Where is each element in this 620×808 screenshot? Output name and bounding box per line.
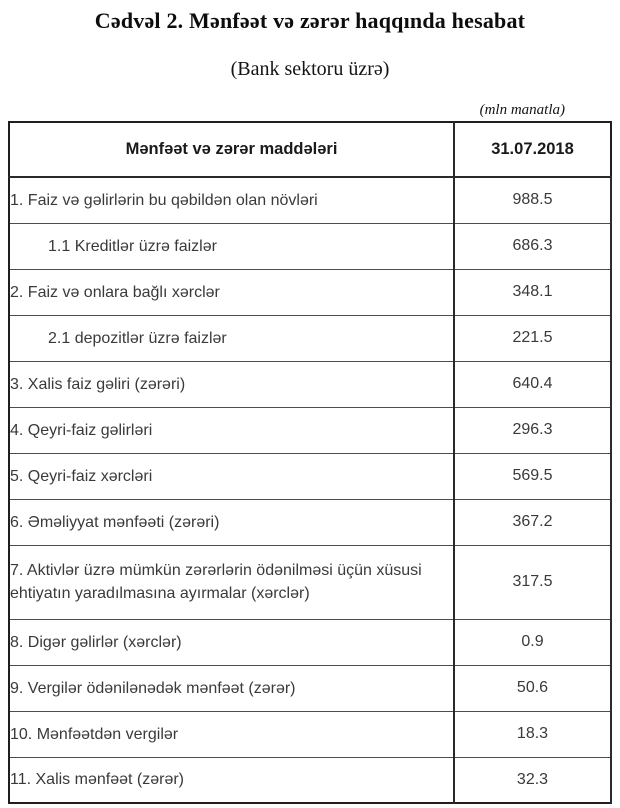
row-label-cell: 11. Xalis mənfəət (zərər) bbox=[9, 757, 454, 803]
table-row bbox=[9, 665, 611, 711]
row-label-cell: 1. Faiz və gəlirlərin bu qəbildən olan növləri bbox=[9, 177, 454, 223]
table-body bbox=[9, 177, 611, 803]
row-value-cell: 640.4 bbox=[454, 361, 611, 407]
row-value-cell: 221.5 bbox=[454, 315, 611, 361]
row-label-cell: 7. Aktivlər üzrə mümkün zərərlərin ödənilməsi üçün xüsusi ehtiyatın yaradılmasına ayırmalar (xərclər) bbox=[9, 545, 454, 619]
report-subtitle: (Bank sektoru üzrə) bbox=[230, 58, 390, 81]
row-value-cell: 988.5 bbox=[454, 177, 611, 223]
table-row bbox=[9, 177, 611, 223]
row-value-cell: 569.5 bbox=[454, 453, 611, 499]
row-label-cell: 2.1 depozitlər üzrə faizlər bbox=[9, 315, 454, 361]
row-value-cell: 348.1 bbox=[454, 269, 611, 315]
column-header-items: Mənfəət və zərər maddələri bbox=[9, 122, 454, 177]
column-header-date: 31.07.2018 bbox=[454, 122, 611, 177]
row-label-cell: 9. Vergilər ödənilənədək mənfəət (zərər) bbox=[9, 665, 454, 711]
row-value-cell: 18.3 bbox=[454, 711, 611, 757]
row-label-cell: 1.1 Kreditlər üzrə faizlər bbox=[9, 223, 454, 269]
row-label-cell: 4. Qeyri-faiz gəlirləri bbox=[9, 407, 454, 453]
row-label-cell: 6. Əməliyyat mənfəəti (zərəri) bbox=[9, 499, 454, 545]
row-label-cell: 3. Xalis faiz gəliri (zərəri) bbox=[9, 361, 454, 407]
row-label-cell: 8. Digər gəlirlər (xərclər) bbox=[9, 619, 454, 665]
row-value-cell: 317.5 bbox=[454, 545, 611, 619]
profit-loss-table bbox=[8, 121, 612, 804]
table-row bbox=[9, 757, 611, 803]
table-row bbox=[9, 269, 611, 315]
report-title: Cədvəl 2. Mənfəət və zərər haqqında hesabat bbox=[94, 8, 526, 33]
table-row bbox=[9, 499, 611, 545]
table-row bbox=[9, 223, 611, 269]
row-label-cell: 5. Qeyri-faiz xərcləri bbox=[9, 453, 454, 499]
row-value-cell: 0.9 bbox=[454, 619, 611, 665]
row-value-cell: 32.3 bbox=[454, 757, 611, 803]
row-value-cell: 367.2 bbox=[454, 499, 611, 545]
table-row bbox=[9, 407, 611, 453]
row-label-cell: 2. Faiz və onlara bağlı xərclər bbox=[9, 269, 454, 315]
table-row bbox=[9, 453, 611, 499]
table-header-row bbox=[9, 122, 611, 177]
row-value-cell: 50.6 bbox=[454, 665, 611, 711]
table-row bbox=[9, 711, 611, 757]
row-value-cell: 686.3 bbox=[454, 223, 611, 269]
row-label-cell: 10. Mənfəətdən vergilər bbox=[9, 711, 454, 757]
row-value-cell: 296.3 bbox=[454, 407, 611, 453]
table-row bbox=[9, 545, 611, 619]
table-row bbox=[9, 619, 611, 665]
table-row bbox=[9, 361, 611, 407]
unit-note: (mln manatla) bbox=[479, 102, 565, 119]
table-row bbox=[9, 315, 611, 361]
